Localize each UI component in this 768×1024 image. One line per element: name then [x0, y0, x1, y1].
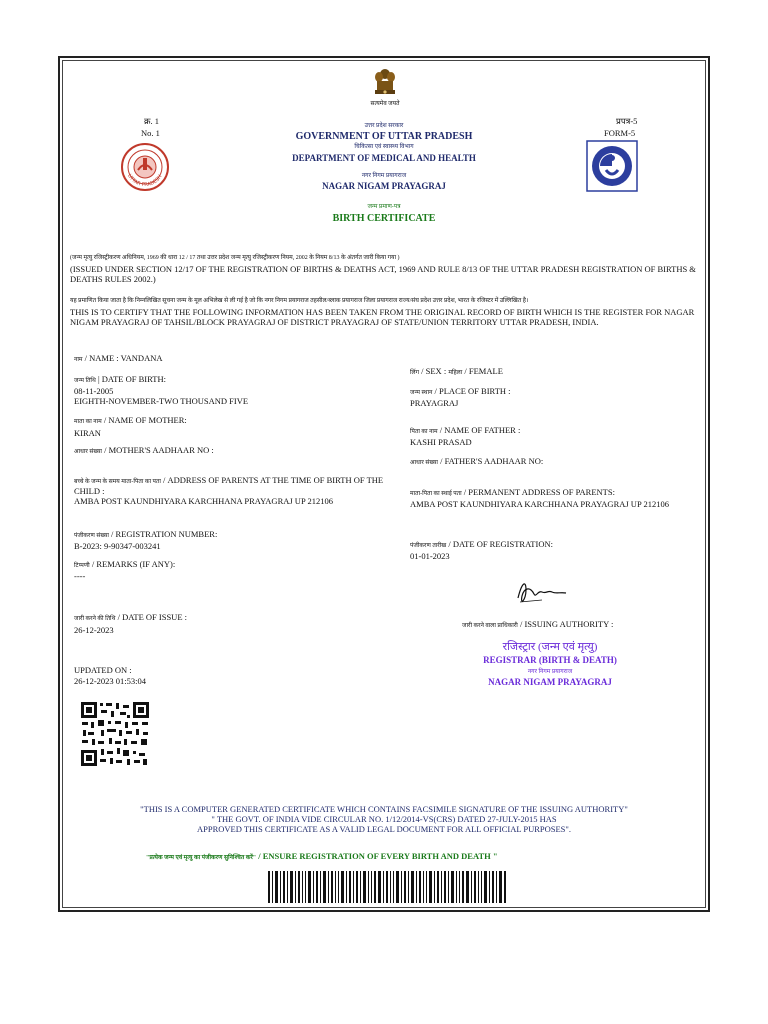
serial-no: No. 1 — [141, 128, 160, 138]
govt-title: GOVERNMENT OF UTTAR PRADESH — [295, 131, 473, 142]
registrar-nigam: NAGAR NIGAM PRAYAGRAJ — [488, 677, 612, 687]
child-name: VANDANA — [120, 353, 163, 363]
serial-no-hindi: क्र. 1 — [144, 116, 160, 126]
certify-hindi: यह प्रमाणित किया जाता है कि निम्नलिखित सूचना जन्म के मूल अभिलेख से ली गई है जो कि नगर निगम प्रयागराज तहसील/ब्लाक प्रयागराज जिला प्रयागराज राज्य/संघ प्रदेश उत्तर प्रदेश, भारत के रजिस्टर में उल्लिखित है। — [70, 298, 529, 304]
dob-value: 08-11-2005 — [74, 386, 114, 396]
registrar-hindi: रजिस्ट्रार (जन्म एवं मृत्यु) — [502, 641, 598, 653]
updated-label: UPDATED ON : — [74, 665, 132, 675]
father-name: KASHI PRASAD — [410, 437, 472, 447]
issued-under-hindi: (जन्म मृत्यु रजिस्ट्रीकरण अधिनियम, 1969 की धारा 12 / 17 तथा उत्तर प्रदेश जन्म मृत्यु रजिस्ट्रीकरण नियम, 2002 के नियम 8/13 के अंतर्गत जारी किया गया ) — [70, 255, 400, 261]
footer-line-3: APPROVED THIS CERTIFICATE AS A VALID LEGAL DOCUMENT FOR ALL OFFICIAL PURPOSES". — [196, 824, 572, 834]
cert-title: BIRTH CERTIFICATE — [332, 213, 436, 224]
reg-date: 01-01-2023 — [410, 551, 450, 561]
dept-title: DEPARTMENT OF MEDICAL AND HEALTH — [292, 153, 476, 163]
issuing-authority-label: जारी करने वाला प्राधिकारी / ISSUING AUTHORITY : — [462, 619, 614, 629]
name-row: नाम / NAME : VANDANA — [74, 353, 163, 363]
reg-date-label: पंजीकरण तारीख / DATE OF REGISTRATION: — [410, 539, 553, 549]
sex-value: FEMALE — [468, 366, 503, 376]
issued-under-english: (ISSUED UNDER SECTION 12/17 OF THE REGISTRATION OF BIRTHS & DEATHS ACT, 1969 AND RULE 8/13 OF THE UTTAR PRADESH REGISTRATION OF BIRTHS & DEATHS RULES 2002.) — [70, 264, 696, 284]
father-label: पिता का नाम / NAME OF FATHER : — [410, 425, 521, 435]
dob-label: जन्म तिथि | DATE OF BIRTH: — [74, 374, 166, 384]
perm-address-label: माता-पिता का स्थाई पता / PERMANENT ADDRESS OF PARENTS: — [410, 487, 615, 497]
nigam-hindi: नगर निगम प्रयागराज — [361, 173, 407, 179]
emblem-caption: सत्यमेव जयते — [370, 101, 400, 107]
remarks: ---- — [74, 571, 86, 581]
remarks-label: टिप्पणी / REMARKS (IF ANY): — [74, 559, 176, 569]
issue-date: 26-12-2023 — [74, 625, 114, 635]
issue-date-label: जारी करने की तिथि / DATE OF ISSUE : — [74, 612, 187, 622]
national-emblem-icon — [372, 68, 398, 98]
qr-code-icon — [80, 701, 150, 767]
form-number-hindi: प्रपत्र-5 — [616, 116, 638, 126]
nigam-title: NAGAR NIGAM PRAYAGRAJ — [322, 181, 446, 191]
footer-line-2: " THE GOVT. OF INDIA VIDE CIRCULAR NO. 1/12/2014-VS(CRS) DATED 27-JULY-2015 HAS — [211, 814, 557, 824]
pob: PRAYAGRAJ — [410, 398, 459, 408]
registrar-title: REGISTRAR (BIRTH & DEATH) — [483, 655, 617, 665]
reg-no-label: पंजीकरण संख्या / REGISTRATION NUMBER: — [74, 529, 218, 539]
mother-name: KIRAN — [74, 428, 101, 438]
mother-aadhaar-label: आधार संख्या / MOTHER'S AADHAAR NO : — [74, 445, 214, 455]
birth-address-label: बच्चे के जन्म के समय माता-पिता का पता / ADDRESS OF PARENTS AT THE TIME OF BIRTH OF THE CHILD : — [74, 475, 384, 496]
up-seal-icon — [120, 142, 170, 192]
certify-english: THIS IS TO CERTIFY THAT THE FOLLOWING INFORMATION HAS BEEN TAKEN FROM THE ORIGINAL RECORD OF BIRTH WHICH IS THE REGISTER FOR NAGAR NIGAM PRAYAGRAJ OF TAHSIL/BLOCK PRAYAGRAJ OF DISTRICT PRAYAGRAJ OF STATE/UNION TERRITORY UTTAR PRADESH, INDIA. — [70, 307, 695, 327]
birth-address: AMBA POST KAUNDHIYARA KARCHHANA PRAYAGRAJ UP 212106 — [74, 496, 333, 506]
footer-line-1: "THIS IS A COMPUTER GENERATED CERTIFICATE WHICH CONTAINS FACSIMILE SIGNATURE OF THE ISSUING AUTHORITY" — [140, 804, 628, 814]
perm-address: AMBA POST KAUNDHIYARA KARCHHANA PRAYAGRAJ UP 212106 — [410, 499, 669, 509]
dept-hindi: चिकित्सा एवं स्वास्थ्य विभाग — [354, 144, 414, 150]
sex-row: लिंग / SEX : महिला / FEMALE — [410, 366, 503, 376]
signature-icon — [512, 576, 572, 612]
govt-hindi: उत्तर प्रदेश सरकार — [364, 123, 404, 129]
pob-label: जन्म स्थान / PLACE OF BIRTH : — [410, 386, 511, 396]
reg-no: B-2023: 9-90347-003241 — [74, 541, 161, 551]
barcode-icon — [268, 871, 506, 903]
ensure-registration: "प्रत्येक जन्म एवं मृत्यु का पंजीकरण सुनिश्चित करें" / ENSURE REGISTRATION OF EVERY BIRTH AND DEATH " — [146, 851, 498, 861]
form-number: FORM-5 — [604, 128, 636, 138]
registrar-nigam-hindi: नगर निगम प्रयागराज — [527, 669, 573, 675]
crs-logo-icon — [586, 140, 638, 192]
dob-words: EIGHTH-NOVEMBER-TWO THOUSAND FIVE — [74, 396, 249, 406]
cert-title-hindi: जन्म प्रमाण-पत्र — [367, 204, 401, 210]
mother-label: माता का नाम / NAME OF MOTHER: — [74, 415, 187, 425]
seal-text: UTTAR PRADESH — [125, 173, 164, 189]
updated-on: 26-12-2023 01:53:04 — [74, 676, 147, 686]
father-aadhaar-label: आधार संख्या / FATHER'S AADHAAR NO: — [410, 456, 544, 466]
